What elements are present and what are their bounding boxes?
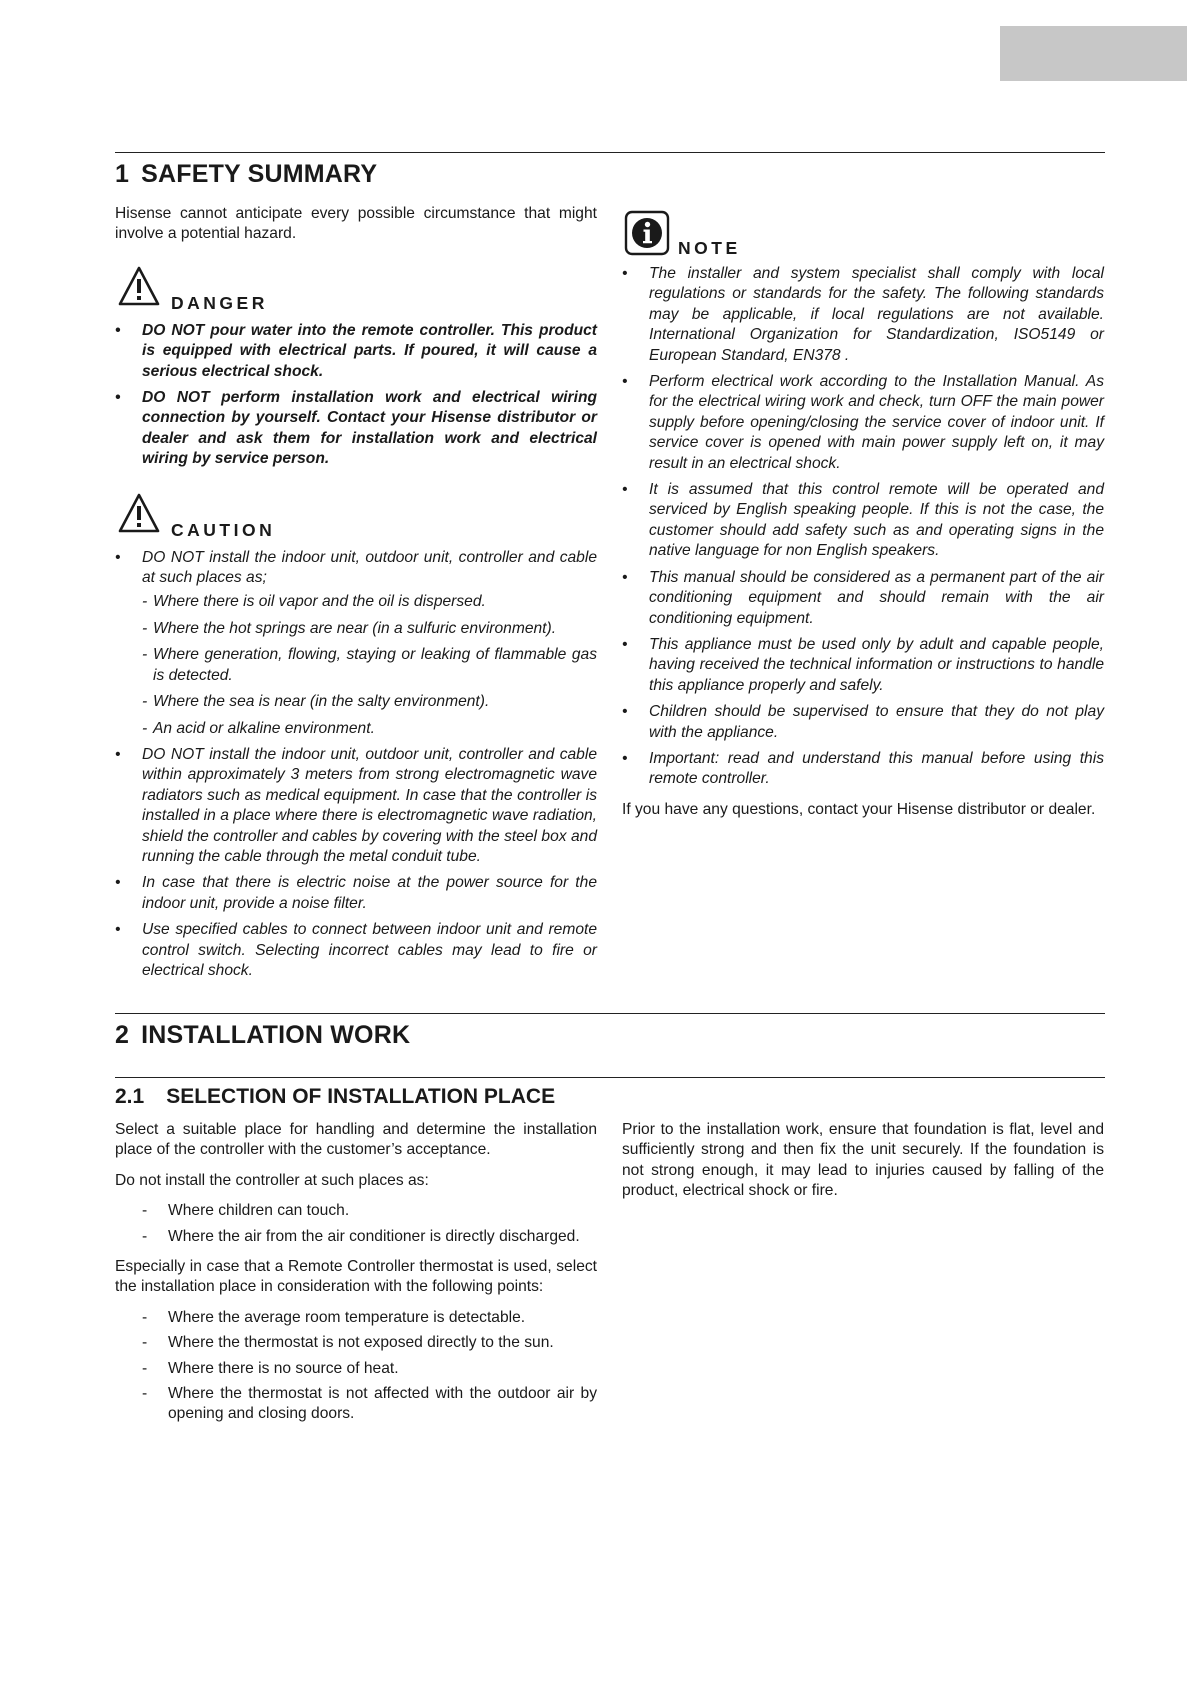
danger-list — [115, 321, 597, 470]
list-item: - Where the average room temperature is detectable. — [115, 1308, 597, 1328]
list-item: - Where the sea is near (in the salty environment). — [142, 692, 597, 712]
list-item: • This manual should be considered as a permanent part of the air conditioning equipment and should remain with the air conditioning equipment. — [622, 568, 1104, 629]
list-item: - Where the thermostat is not affected with the outdoor air by opening and closing doors. — [115, 1384, 597, 1425]
list-item: - Where the hot springs are near (in a sulfuric environment). — [142, 619, 597, 639]
list-item: • Important: read and understand this manual before using this remote controller. — [622, 749, 1104, 790]
danger-header — [115, 265, 597, 317]
warning-triangle-icon — [117, 265, 161, 307]
installation-para-1: Select a suitable place for handling and determine the installation place of the controller with the customer’s acceptance. — [115, 1121, 597, 1159]
subsection-rule — [115, 1077, 1105, 1078]
safety-intro: Hisense cannot anticipate every possible circumstance that might involve a potential hazard. — [115, 205, 597, 243]
page-corner-tab — [1000, 26, 1187, 81]
note-list — [622, 264, 1104, 790]
list-item: • DO NOT install the indoor unit, outdoor unit, controller and cable at such places as; - Where there is oil vapor and the oil is dispersed. - Where the hot springs are near (in a sulfuric environment). - Where generation, flowing, staying or leaking of flammable gas is detected. - Where the sea is near (in the salty environment). - An acid or alkaline environment. — [115, 548, 597, 739]
foundation-para: Prior to the installation work, ensure that foundation is flat, level and sufficiently strong and then fix the unit securely. If the foundation is not strong enough, it may lead to injuries caused by falling of the product, electrical shock or fire. — [622, 1121, 1104, 1200]
thermostat-places-list — [115, 1308, 597, 1425]
installation-left-column — [115, 1120, 597, 1435]
list-item: - Where there is no source of heat. — [115, 1359, 597, 1379]
subsection-title-selection: 2.1 SELECTION OF INSTALLATION PLACE — [115, 1085, 556, 1108]
installation-right-column — [622, 1120, 1104, 1212]
warning-triangle-icon — [117, 492, 161, 534]
list-item: • DO NOT pour water into the remote controller. This product is equipped with electrical parts. If poured, it will cause a serious electrical shock. — [115, 321, 597, 382]
safety-left-column — [115, 204, 597, 987]
list-item: • The installer and system specialist shall comply with local regulations or standards for the safety. The following standards may be applicable, if local regulations are not available. International Organization for Standardization, ISO5149 or European Standard, EN378 . — [622, 264, 1104, 366]
contact-text: If you have any questions, contact your Hisense distributor or dealer. — [622, 800, 1096, 818]
caution-header — [115, 492, 597, 544]
list-item: - Where generation, flowing, staying or leaking of flammable gas is detected. — [142, 645, 597, 686]
safety-right-column — [622, 210, 1104, 830]
installation-para-3: Especially in case that a Remote Controller thermostat is used, select the installation place in consideration with the following points: — [115, 1258, 597, 1296]
list-item: • In case that there is electric noise at the power source for the indoor unit, provide a noise filter. — [115, 873, 597, 914]
list-item: • Children should be supervised to ensure that they do not play with the appliance. — [622, 702, 1104, 743]
installation-para-2: Do not install the controller at such places as: — [115, 1171, 429, 1189]
danger-label: DANGER — [171, 292, 268, 313]
note-label: NOTE — [678, 238, 741, 258]
caution-label: CAUTION — [171, 519, 276, 540]
list-item: • It is assumed that this control remote will be operated and serviced by English speaking people. If this is not the case, the customer should add safety such as and operating signs in the native language for non English speakers. — [622, 480, 1104, 562]
section-title-installation-work: 2 INSTALLATION WORK — [115, 1021, 411, 1049]
list-item: • This appliance must be used only by adult and capable people, having received the technical information or instructions to handle this appliance properly and safely. — [622, 635, 1104, 696]
list-item: - Where children can touch. — [115, 1201, 597, 1221]
caution-list — [115, 548, 597, 982]
list-item: - Where the thermostat is not exposed directly to the sun. — [115, 1333, 597, 1353]
list-item: - Where there is oil vapor and the oil is dispersed. — [142, 592, 597, 612]
list-item: • DO NOT install the indoor unit, outdoor unit, controller and cable within approximately 3 meters from strong electromagnetic wave radiators such as medical equipment. In case that the controller is installed in a place where there is electromagnetic wave radiation, shield the controller and cables by covering with the steel box and running the cable through the metal conduit tube. — [115, 745, 597, 867]
list-item: • Perform electrical work according to the Installation Manual. As for the electrical wiring work and check, turn OFF the main power supply before opening/closing the service cover of indoor unit. If service cover is opened with main power supply left on, it may result in an electrical shock. — [622, 372, 1104, 474]
list-item: - Where the air from the air conditioner is directly discharged. — [115, 1227, 597, 1247]
note-header — [622, 210, 1104, 262]
section-rule — [115, 152, 1105, 153]
caution-places-list — [142, 592, 597, 738]
list-item: • Use specified cables to connect between indoor unit and remote control switch. Selecting incorrect cables may lead to fire or electrical shock. — [115, 920, 597, 981]
list-item: • DO NOT perform installation work and electrical wiring connection by yourself. Contact your Hisense distributor or dealer and ask them for installation work and electrical wiring by service person. — [115, 388, 597, 470]
info-icon — [624, 210, 670, 256]
section-title-safety-summary: 1 SAFETY SUMMARY — [115, 160, 378, 188]
section-rule — [115, 1013, 1105, 1014]
avoid-places-list — [115, 1201, 597, 1247]
list-item: - An acid or alkaline environment. — [142, 719, 597, 739]
